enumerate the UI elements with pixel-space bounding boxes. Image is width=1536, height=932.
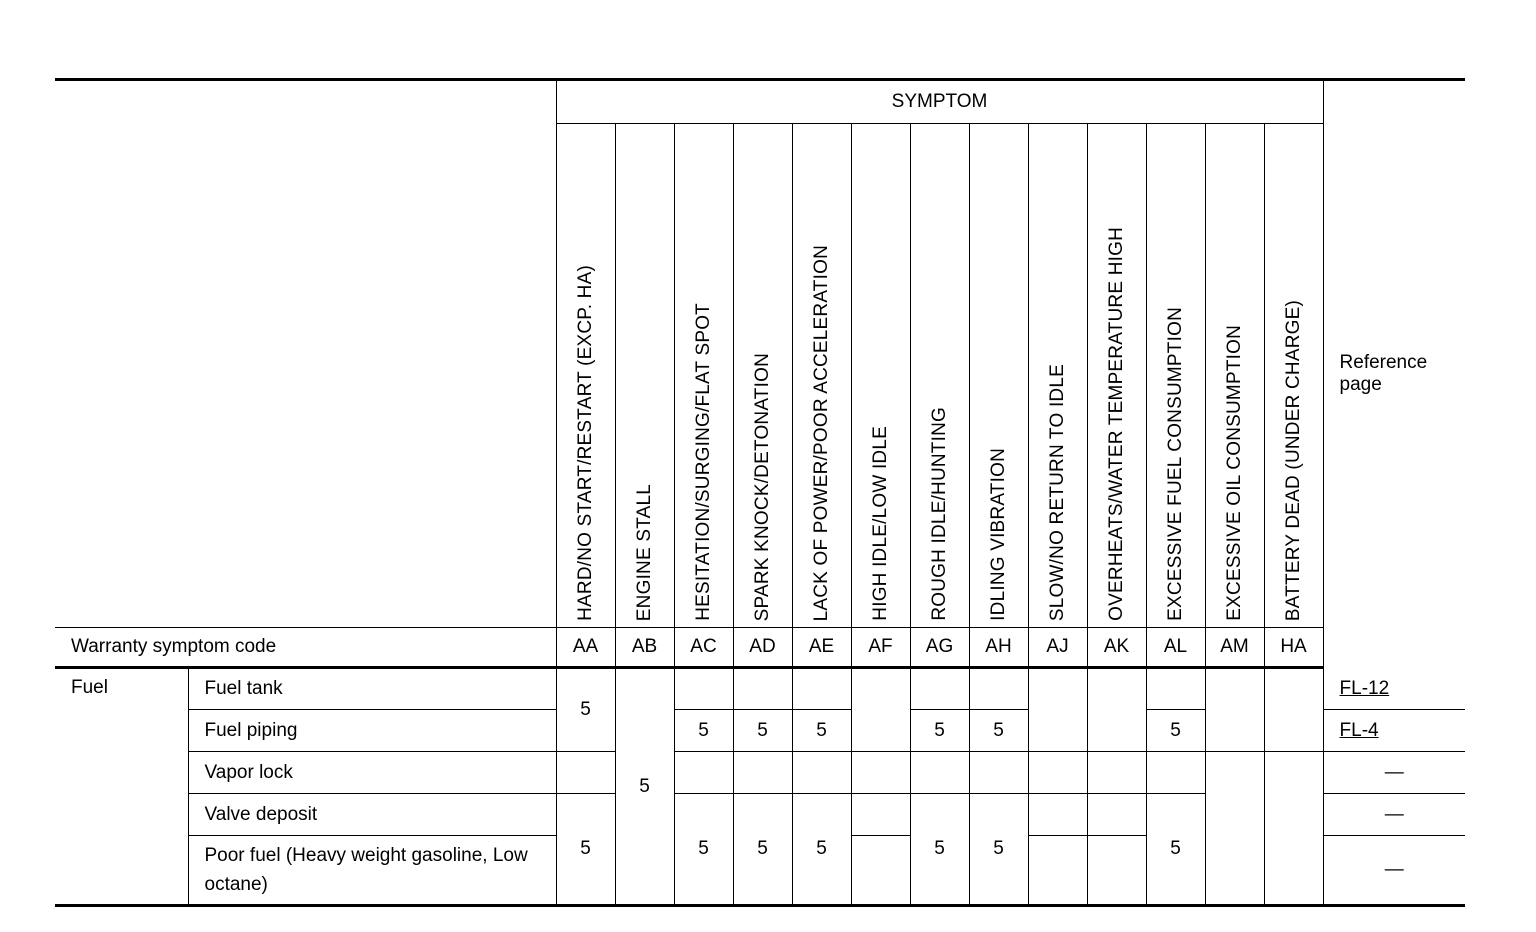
cell-piping-ah: 5: [969, 710, 1028, 752]
ref-fuel-tank[interactable]: [1323, 668, 1465, 710]
item-vapor-lock: Vapor lock: [188, 752, 556, 794]
code-ae: AE: [792, 628, 851, 668]
symptom-col-aj: SLOW/NO RETURN TO IDLE: [1028, 124, 1087, 628]
cell-dp-ad: 5: [733, 794, 792, 906]
cell-piping-ae: 5: [792, 710, 851, 752]
cell-empty: [969, 752, 1028, 794]
symptom-title: SYMPTOM: [556, 80, 1323, 124]
reference-page-label: Reference page: [1339, 352, 1428, 396]
ref-fuel-piping[interactable]: [1323, 710, 1465, 752]
code-af: AF: [851, 628, 910, 668]
code-ab: AB: [615, 628, 674, 668]
item-fuel-tank: Fuel tank: [188, 668, 556, 710]
code-ah: AH: [969, 628, 1028, 668]
cell-empty: [1146, 668, 1205, 710]
cell-ha-lower: [1264, 752, 1323, 906]
cell-ab-all: 5: [615, 668, 674, 906]
cell-empty: [1146, 752, 1205, 794]
cell-empty: [1087, 794, 1146, 836]
item-fuel-piping: Fuel piping: [188, 710, 556, 752]
cell-af-tank-piping: [851, 668, 910, 752]
cell-empty: [1028, 836, 1087, 906]
cell-dp-ae: 5: [792, 794, 851, 906]
blank-header-cell: [55, 80, 556, 628]
cell-empty: [1087, 836, 1146, 906]
cell-empty: [910, 668, 969, 710]
cell-aa-tank-piping: 5: [556, 668, 615, 752]
cell-empty: [851, 794, 910, 836]
symptom-col-ag: ROUGH IDLE/HUNTING: [910, 124, 969, 628]
cell-dp-ah: 5: [969, 794, 1028, 906]
warranty-code-label: Warranty symptom code: [55, 628, 556, 668]
cell-ha-tank-piping: [1264, 668, 1323, 752]
code-ac: AC: [674, 628, 733, 668]
code-aj: AJ: [1028, 628, 1087, 668]
code-aa: AA: [556, 628, 615, 668]
code-am: AM: [1205, 628, 1264, 668]
cell-empty: [1028, 752, 1087, 794]
code-ag: AG: [910, 628, 969, 668]
cell-empty: [910, 752, 969, 794]
item-valve-deposit: Valve deposit: [188, 794, 556, 836]
cell-piping-ac: 5: [674, 710, 733, 752]
cell-empty: [733, 668, 792, 710]
cell-am-tank-piping: [1205, 668, 1264, 752]
cell-empty: [1028, 794, 1087, 836]
ref-vapor-lock: —: [1323, 752, 1465, 794]
reference-page-header: [1323, 80, 1465, 668]
ref-link-fl-4[interactable]: FL-4: [1339, 720, 1379, 741]
cell-empty: [674, 668, 733, 710]
code-ak: AK: [1087, 628, 1146, 668]
cell-dp-ag: 5: [910, 794, 969, 906]
cell-empty: [792, 668, 851, 710]
cell-ak-tank-piping: [1087, 668, 1146, 752]
code-ad: AD: [733, 628, 792, 668]
cell-piping-al: 5: [1146, 710, 1205, 752]
cell-empty: [969, 668, 1028, 710]
cell-empty: [556, 752, 615, 794]
item-poor-fuel: Poor fuel (Heavy weight gasoline, Low octane): [188, 836, 556, 906]
cell-empty: [851, 836, 910, 906]
symptom-col-ab: ENGINE STALL: [615, 124, 674, 628]
symptom-col-aa: HARD/NO START/RESTART (EXCP. HA): [556, 124, 615, 628]
code-al: AL: [1146, 628, 1205, 668]
code-ha: HA: [1264, 628, 1323, 668]
cell-am-lower: [1205, 752, 1264, 906]
ref-poor-fuel: —: [1323, 836, 1465, 906]
cell-dp-al: 5: [1146, 794, 1205, 906]
category-fuel: Fuel: [55, 668, 188, 906]
symptom-col-ae: LACK OF POWER/POOR ACCELERATION: [792, 124, 851, 628]
symptom-col-ac: HESITATION/SURGING/FLAT SPOT: [674, 124, 733, 628]
symptom-col-ad: SPARK KNOCK/DETONATION: [733, 124, 792, 628]
cell-empty: [674, 752, 733, 794]
cell-piping-ag: 5: [910, 710, 969, 752]
symptom-col-ha: BATTERY DEAD (UNDER CHARGE): [1264, 124, 1323, 628]
symptom-col-ah: IDLING VIBRATION: [969, 124, 1028, 628]
symptom-col-ak: OVERHEATS/WATER TEMPERATURE HIGH: [1087, 124, 1146, 628]
cell-empty: [1087, 752, 1146, 794]
ref-valve-deposit: —: [1323, 794, 1465, 836]
symptom-col-am: EXCESSIVE OIL CONSUMPTION: [1205, 124, 1264, 628]
cell-empty: [851, 752, 910, 794]
symptom-col-af: HIGH IDLE/LOW IDLE: [851, 124, 910, 628]
cell-aa-deposit-poor: 5: [556, 794, 615, 906]
symptom-table: [55, 78, 1465, 907]
ref-link-fl-12[interactable]: FL-12: [1339, 677, 1390, 699]
symptom-col-al: EXCESSIVE FUEL CONSUMPTION: [1146, 124, 1205, 628]
cell-dp-ac: 5: [674, 794, 733, 906]
cell-empty: [792, 752, 851, 794]
cell-piping-ad: 5: [733, 710, 792, 752]
cell-aj-tank-piping: [1028, 668, 1087, 752]
cell-empty: [733, 752, 792, 794]
